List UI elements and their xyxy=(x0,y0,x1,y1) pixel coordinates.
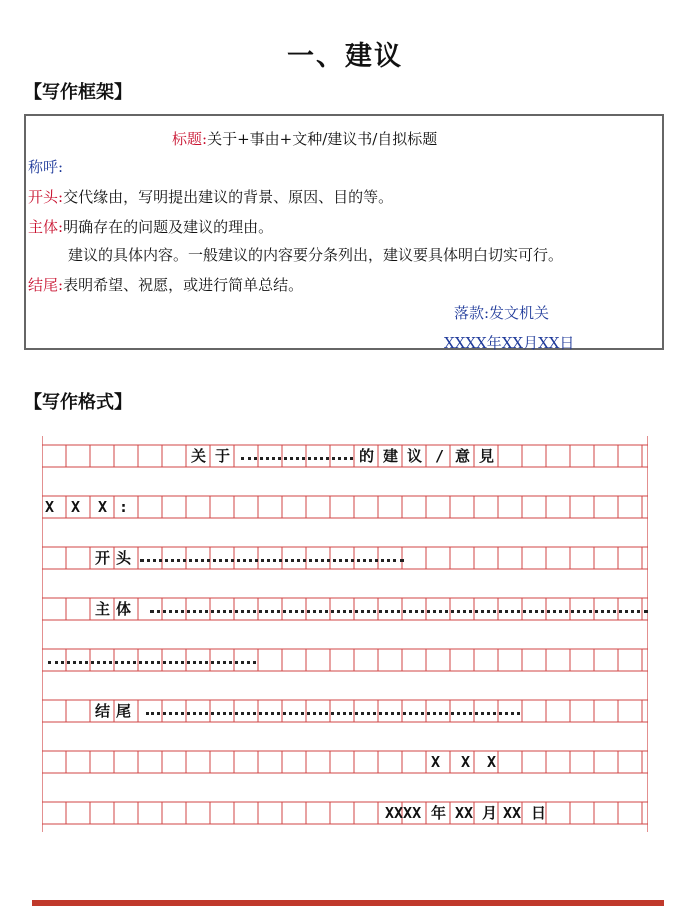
date-day-grid: XX xyxy=(503,804,522,822)
grid-char: / xyxy=(435,447,445,465)
frame-title-line xyxy=(172,128,437,149)
body-text: 明确存在的问题及建议的理由。 xyxy=(63,218,274,236)
grid-char: X xyxy=(71,498,81,516)
grid-char: 议 xyxy=(407,447,423,465)
opening-label-grid: 开头 xyxy=(95,549,138,567)
date-year-grid: XXXX xyxy=(385,804,422,822)
dotted-line xyxy=(146,712,520,715)
bottom-bar xyxy=(32,900,664,906)
framework-box xyxy=(24,114,664,350)
date-line: XXXX年XX月XX日 xyxy=(444,334,575,352)
grid-char: 建 xyxy=(383,447,399,465)
grid-char: 月 xyxy=(482,804,498,822)
grid-char: X xyxy=(487,753,497,771)
body-text-2: 建议的具体内容。一般建议的内容要分条列出，建议要具体明白切实可行。 xyxy=(68,246,564,264)
grid-char: 关 xyxy=(191,447,207,465)
body-label: 主体: xyxy=(28,218,64,236)
grid-char: 意 xyxy=(455,447,471,465)
grid-char: X xyxy=(98,498,108,516)
opening-line xyxy=(28,186,393,207)
signature-line: 落款:发文机关 xyxy=(454,304,550,322)
grid-char: 的 xyxy=(359,447,375,465)
title-text: 关于+事由+文种/建议书/自拟标题 xyxy=(207,130,438,148)
body-label-grid: 主体 xyxy=(95,600,138,618)
dotted-line xyxy=(48,661,256,664)
format-section-label: 【写作格式】 xyxy=(24,392,132,413)
dotted-line xyxy=(150,610,648,613)
grid-char: : xyxy=(119,498,129,516)
ending-label: 结尾: xyxy=(28,276,64,294)
page-title: 一、建议 xyxy=(287,41,403,72)
writing-grid xyxy=(42,436,648,832)
salutation-label: 称呼: xyxy=(28,158,64,176)
date-month-grid: XX xyxy=(455,804,474,822)
dotted-line xyxy=(241,457,353,460)
grid-char: X xyxy=(431,753,441,771)
grid-char: 日 xyxy=(531,804,547,822)
ending-label-grid: 结尾 xyxy=(95,702,138,720)
dotted-line xyxy=(140,559,404,562)
grid-char: 見 xyxy=(479,447,495,465)
framework-section-label: 【写作框架】 xyxy=(24,82,132,103)
body-line xyxy=(28,216,273,237)
grid-lines xyxy=(42,436,648,832)
opening-label: 开头: xyxy=(28,188,64,206)
opening-text: 交代缘由，写明提出建议的背景、原因、目的等。 xyxy=(63,188,394,206)
grid-char: X xyxy=(461,753,471,771)
title-label: 标题: xyxy=(172,130,208,148)
grid-char: 年 xyxy=(431,804,447,822)
ending-text: 表明希望、祝愿，或进行简单总结。 xyxy=(63,276,304,294)
grid-char: 于 xyxy=(215,447,231,465)
ending-line xyxy=(28,274,303,295)
grid-char: X xyxy=(45,498,55,516)
